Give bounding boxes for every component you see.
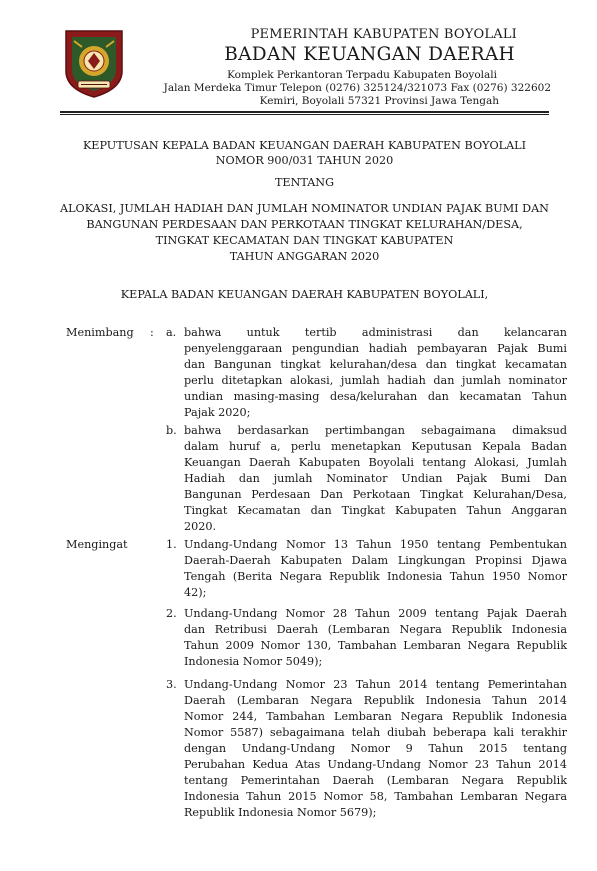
letterhead-divider-thin (60, 114, 549, 115)
menimbang-item-mark: b. (166, 424, 177, 437)
paragraph-line: penyelenggaraan pengundian hadiah pembayaran Pajak Bumi (184, 342, 567, 355)
paragraph-line: Tengah (Berita Negara Republik Indonesia Tahun 1950 Nomor (184, 570, 567, 583)
letterhead-address-3: Kemiri, Boyolali 57321 Provinsi Jawa Tengah (259, 95, 499, 107)
menimbang-item-b (184, 423, 567, 535)
decision-title: KEPUTUSAN KEPALA BADAN KEUANGAN DAERAH KABUPATEN BOYOLALI (82, 139, 527, 152)
paragraph-line: Daerah-Daerah Kabupaten Dalam Lingkungan Propinsi Djawa (184, 554, 567, 567)
paragraph-line: Pajak 2020; (184, 406, 251, 419)
letterhead-government-name: PEMERINTAH KABUPATEN BOYOLALI (250, 27, 517, 42)
paragraph-line: Undang-Undang Nomor 23 Tahun 2014 tentang Pemerintahan (184, 678, 567, 691)
decision-issuer: KEPALA BADAN KEUANGAN DAERAH KABUPATEN BOYOLALI, (120, 288, 489, 301)
mengingat-label: Mengingat (66, 538, 128, 551)
decision-subject-line: TINGKAT KECAMATAN DAN TINGKAT KABUPATEN (155, 234, 454, 247)
decision-subject-line: ALOKASI, JUMLAH HADIAH DAN JUMLAH NOMINATOR UNDIAN PAJAK BUMI DAN (60, 202, 549, 215)
paragraph-line: Nomor 244, Tambahan Lembaran Negara Republik Indonesia (184, 710, 567, 723)
letterhead-address-2: Jalan Merdeka Timur Telepon (0276) 325124/321073 Fax (0276) 322602 (163, 82, 551, 94)
paragraph-line: bahwa untuk tertib administrasi dan kelancaran (184, 326, 567, 339)
decision-tentang: TENTANG (274, 176, 335, 189)
paragraph-line: 2020. (184, 520, 217, 533)
paragraph-line: Keuangan Daerah Kabupaten Boyolali tentang Alokasi, Jumlah (184, 456, 567, 469)
paragraph-line: dan Retribusi Daerah (Lembaran Negara Republik Indonesia (184, 623, 567, 636)
letterhead-address-1: Komplek Perkantoran Terpadu Kabupaten Boyolali (227, 69, 497, 81)
menimbang-label: Menimbang (66, 326, 134, 339)
paragraph-line: dalam huruf a, perlu menetapkan Keputusan Kepala Badan (184, 440, 567, 453)
paragraph-line: Indonesia Tahun 2015 Nomor 58, Tambahan Lembaran Negara (184, 790, 567, 803)
paragraph-line: tentang Pemerintahan Daerah (Lembaran Negara Republik (184, 774, 567, 787)
mengingat-item-1 (184, 537, 567, 601)
letterhead-divider (60, 111, 549, 113)
menimbang-item-mark: a. (166, 326, 177, 339)
boyolali-emblem-logo (64, 27, 124, 99)
decision-subject-line: TAHUN ANGGARAN 2020 (229, 250, 380, 263)
paragraph-line: Indonesia Nomor 5049); (184, 655, 323, 668)
paragraph-line: Undang-Undang Nomor 13 Tahun 1950 tentang Pembentukan (184, 538, 567, 551)
paragraph-line: Tahun 2009 Nomor 130, Tambahan Lembaran Negara Republik (184, 639, 567, 652)
menimbang-colon: : (150, 326, 154, 339)
paragraph-line: Nomor 5587) sebagaimana telah diubah beberapa kali terakhir (184, 726, 567, 739)
paragraph-line: undian masing-masing desa/kelurahan dan kecamatan Tahun (184, 390, 567, 403)
mengingat-item-mark: 1. (166, 538, 177, 551)
mengingat-item-3 (184, 677, 567, 821)
paragraph-line: Hadiah dan jumlah Nominator Undian Pajak Bumi Dan (184, 472, 567, 485)
decision-subject-line: BANGUNAN PERDESAAN DAN PERKOTAAN TINGKAT KELURAHAN/DESA, (86, 218, 523, 231)
paragraph-line: Perubahan Kedua Atas Undang-Undang Nomor 23 Tahun 2014 (184, 758, 567, 771)
paragraph-line: bahwa berdasarkan pertimbangan sebagaimana dimaksud (184, 424, 567, 437)
mengingat-item-mark: 3. (166, 678, 177, 691)
paragraph-line: Undang-Undang Nomor 28 Tahun 2009 tentang Pajak Daerah (184, 607, 567, 620)
mengingat-item-mark: 2. (166, 607, 177, 620)
decision-number: NOMOR 900/031 TAHUN 2020 (215, 154, 394, 167)
letterhead-agency-name: BADAN KEUANGAN DAERAH (224, 44, 515, 65)
paragraph-line: dan Bangunan tingkat kelurahan/desa dan tingkat kecamatan (184, 358, 567, 371)
paragraph-line: Tingkat Kecamatan dan Tingkat Kabupaten Tahun Anggaran (184, 504, 567, 517)
paragraph-line: Daerah (Lembaran Negara Republik Indonesia Tahun 2014 (184, 694, 567, 707)
paragraph-line: dengan Undang-Undang Nomor 9 Tahun 2015 tentang (184, 742, 567, 755)
paragraph-line: Bangunan Perdesaan Dan Perkotaan Tingkat Kelurahan/Desa, (184, 488, 567, 501)
paragraph-line: perlu ditetapkan alokasi, jumlah hadiah dan jumlah nominator (184, 374, 567, 387)
paragraph-line: 42); (184, 586, 207, 599)
menimbang-item-a (184, 325, 567, 421)
paragraph-line: Republik Indonesia Nomor 5679); (184, 806, 377, 819)
mengingat-item-2 (184, 606, 567, 670)
